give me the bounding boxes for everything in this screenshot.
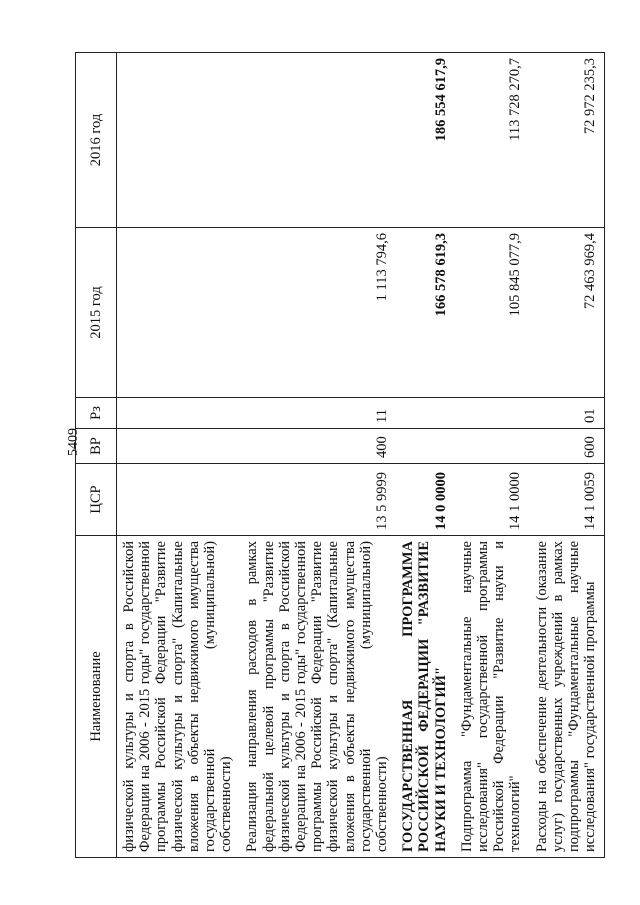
table-row <box>117 53 241 858</box>
header-rz: Рз <box>76 398 117 429</box>
row-2016: 113 728 270,7 <box>455 53 530 228</box>
row-rz: 11 <box>240 398 396 429</box>
row-2016: 186 554 617,9 <box>396 53 455 228</box>
header-vr: ВР <box>76 429 117 464</box>
rotated-content <box>75 53 608 858</box>
row-csr: 13 5 9999 <box>240 464 396 536</box>
row-csr: 14 1 0059 <box>530 464 605 536</box>
row-2016 <box>117 53 241 228</box>
row-rz <box>396 398 455 429</box>
row-vr <box>117 429 241 464</box>
header-2016: 2016 год <box>76 53 117 228</box>
row-csr: 14 1 0000 <box>455 464 530 536</box>
page-number: 5409 <box>66 428 81 456</box>
row-2015: 105 845 077,9 <box>455 228 530 398</box>
table-row <box>396 53 455 858</box>
table-row <box>455 53 530 858</box>
header-name: Наименование <box>76 536 117 858</box>
table-row <box>530 53 605 858</box>
row-rz <box>455 398 530 429</box>
row-2015: 1 113 794,6 <box>240 228 396 398</box>
row-name: физической культуры и спорта в Российской Федерации на 2006 - 2015 годы" государственной программы Российской Федерации "Развитие физической культуры и спорта" (Капитальные вложения в объекты недвижимого имущества государственной (муниципальной) собственности) <box>117 536 241 858</box>
header-2015: 2015 год <box>76 228 117 398</box>
row-2015 <box>117 228 241 398</box>
row-vr <box>396 429 455 464</box>
row-vr: 600 <box>530 429 605 464</box>
row-2016: 72 972 235,3 <box>530 53 605 228</box>
row-csr <box>117 464 241 536</box>
row-name: Расходы на обеспечение деятельности (оказание услуг) государственных учреждений в рамках подпрограммы "Фундаментальные научные исследования" государственной программы <box>530 536 605 858</box>
row-name: Реализация направления расходов в рамках федеральной целевой программы "Развитие физической культуры и спорта в Российской Федерации на 2006 - 2015 годы" государственной программы Российской Федерации "Развитие физической культуры и спорта" (Капитальные вложения в объекты недвижимого имущества государственной (муниципальной) собственности) <box>240 536 396 858</box>
row-rz: 01 <box>530 398 605 429</box>
table-header-row <box>76 53 117 858</box>
row-name: Подпрограмма "Фундаментальные научные исследования" государственной программы Российской Федерации "Развитие науки и технологий" <box>455 536 530 858</box>
row-csr: 14 0 0000 <box>396 464 455 536</box>
header-csr: ЦСР <box>76 464 117 536</box>
row-2015: 166 578 619,3 <box>396 228 455 398</box>
budget-table <box>75 52 605 858</box>
row-vr <box>455 429 530 464</box>
row-rz <box>117 398 241 429</box>
row-2015: 72 463 969,4 <box>530 228 605 398</box>
table-row <box>240 53 396 858</box>
row-name: ГОСУДАРСТВЕННАЯ ПРОГРАММА РОССИЙСКОЙ ФЕДЕРАЦИИ "РАЗВИТИЕ НАУКИ И ТЕХНОЛОГИЙ" <box>396 536 455 858</box>
row-vr: 400 <box>240 429 396 464</box>
row-2016 <box>240 53 396 228</box>
